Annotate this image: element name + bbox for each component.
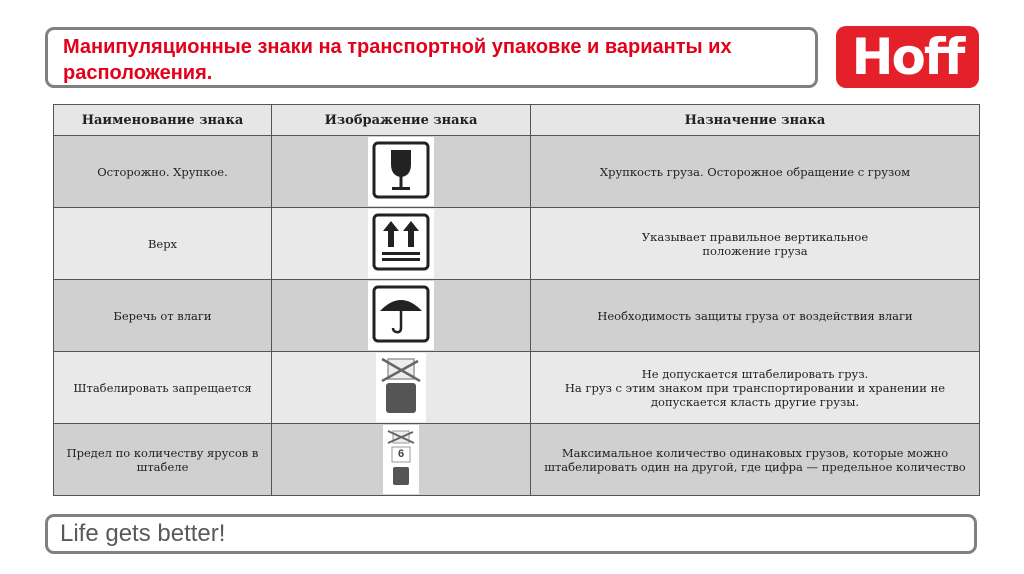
table-row bbox=[54, 208, 980, 280]
header-purpose: Назначение знака bbox=[531, 105, 980, 136]
header-image: Изображение знака bbox=[272, 105, 531, 136]
page-title: Манипуляционные знаки на транспортной упаковке и варианты их расположения. bbox=[63, 36, 732, 84]
table-row bbox=[54, 424, 980, 496]
sign-name: Осторожно. Хрупкое. bbox=[54, 136, 272, 208]
title-box bbox=[45, 27, 818, 88]
sign-image bbox=[272, 352, 531, 424]
sign-image bbox=[272, 136, 531, 208]
keep-dry-umbrella-icon bbox=[368, 281, 434, 350]
table-row bbox=[54, 352, 980, 424]
sign-name: Беречь от влаги bbox=[54, 280, 272, 352]
signs-table bbox=[53, 104, 980, 496]
sign-name: Предел по количеству ярусов в штабеле bbox=[54, 424, 272, 496]
fragile-glass-icon bbox=[368, 137, 434, 206]
sign-image bbox=[272, 208, 531, 280]
stack-limit-number: 6 bbox=[397, 448, 405, 460]
sign-purpose: Не допускается штабелировать груз. На груз с этим знаком при транспортировании и хранении не допускается класть другие грузы. bbox=[531, 352, 980, 424]
stacking-limit-icon bbox=[383, 425, 419, 494]
hoff-logo bbox=[836, 26, 979, 88]
sign-purpose: Максимальное количество одинаковых грузов, которые можно штабелировать один на другой, где цифра — предельное количество bbox=[531, 424, 980, 496]
sign-purpose: Хрупкость груза. Осторожное обращение с грузом bbox=[531, 136, 980, 208]
this-way-up-icon bbox=[368, 209, 434, 278]
footer-box bbox=[45, 514, 977, 554]
logo-text: Hoff bbox=[851, 28, 964, 86]
header-name: Наименование знака bbox=[54, 105, 272, 136]
slogan: Life gets better! bbox=[60, 520, 226, 547]
sign-name: Верх bbox=[54, 208, 272, 280]
table-row bbox=[54, 280, 980, 352]
table-row bbox=[54, 136, 980, 208]
do-not-stack-icon bbox=[376, 353, 426, 422]
sign-name: Штабелировать запрещается bbox=[54, 352, 272, 424]
table-header bbox=[54, 105, 980, 136]
sign-purpose: Необходимость защиты груза от воздействия влаги bbox=[531, 280, 980, 352]
sign-image bbox=[272, 280, 531, 352]
sign-purpose: Указывает правильное вертикальное положение груза bbox=[531, 208, 980, 280]
sign-image bbox=[272, 424, 531, 496]
